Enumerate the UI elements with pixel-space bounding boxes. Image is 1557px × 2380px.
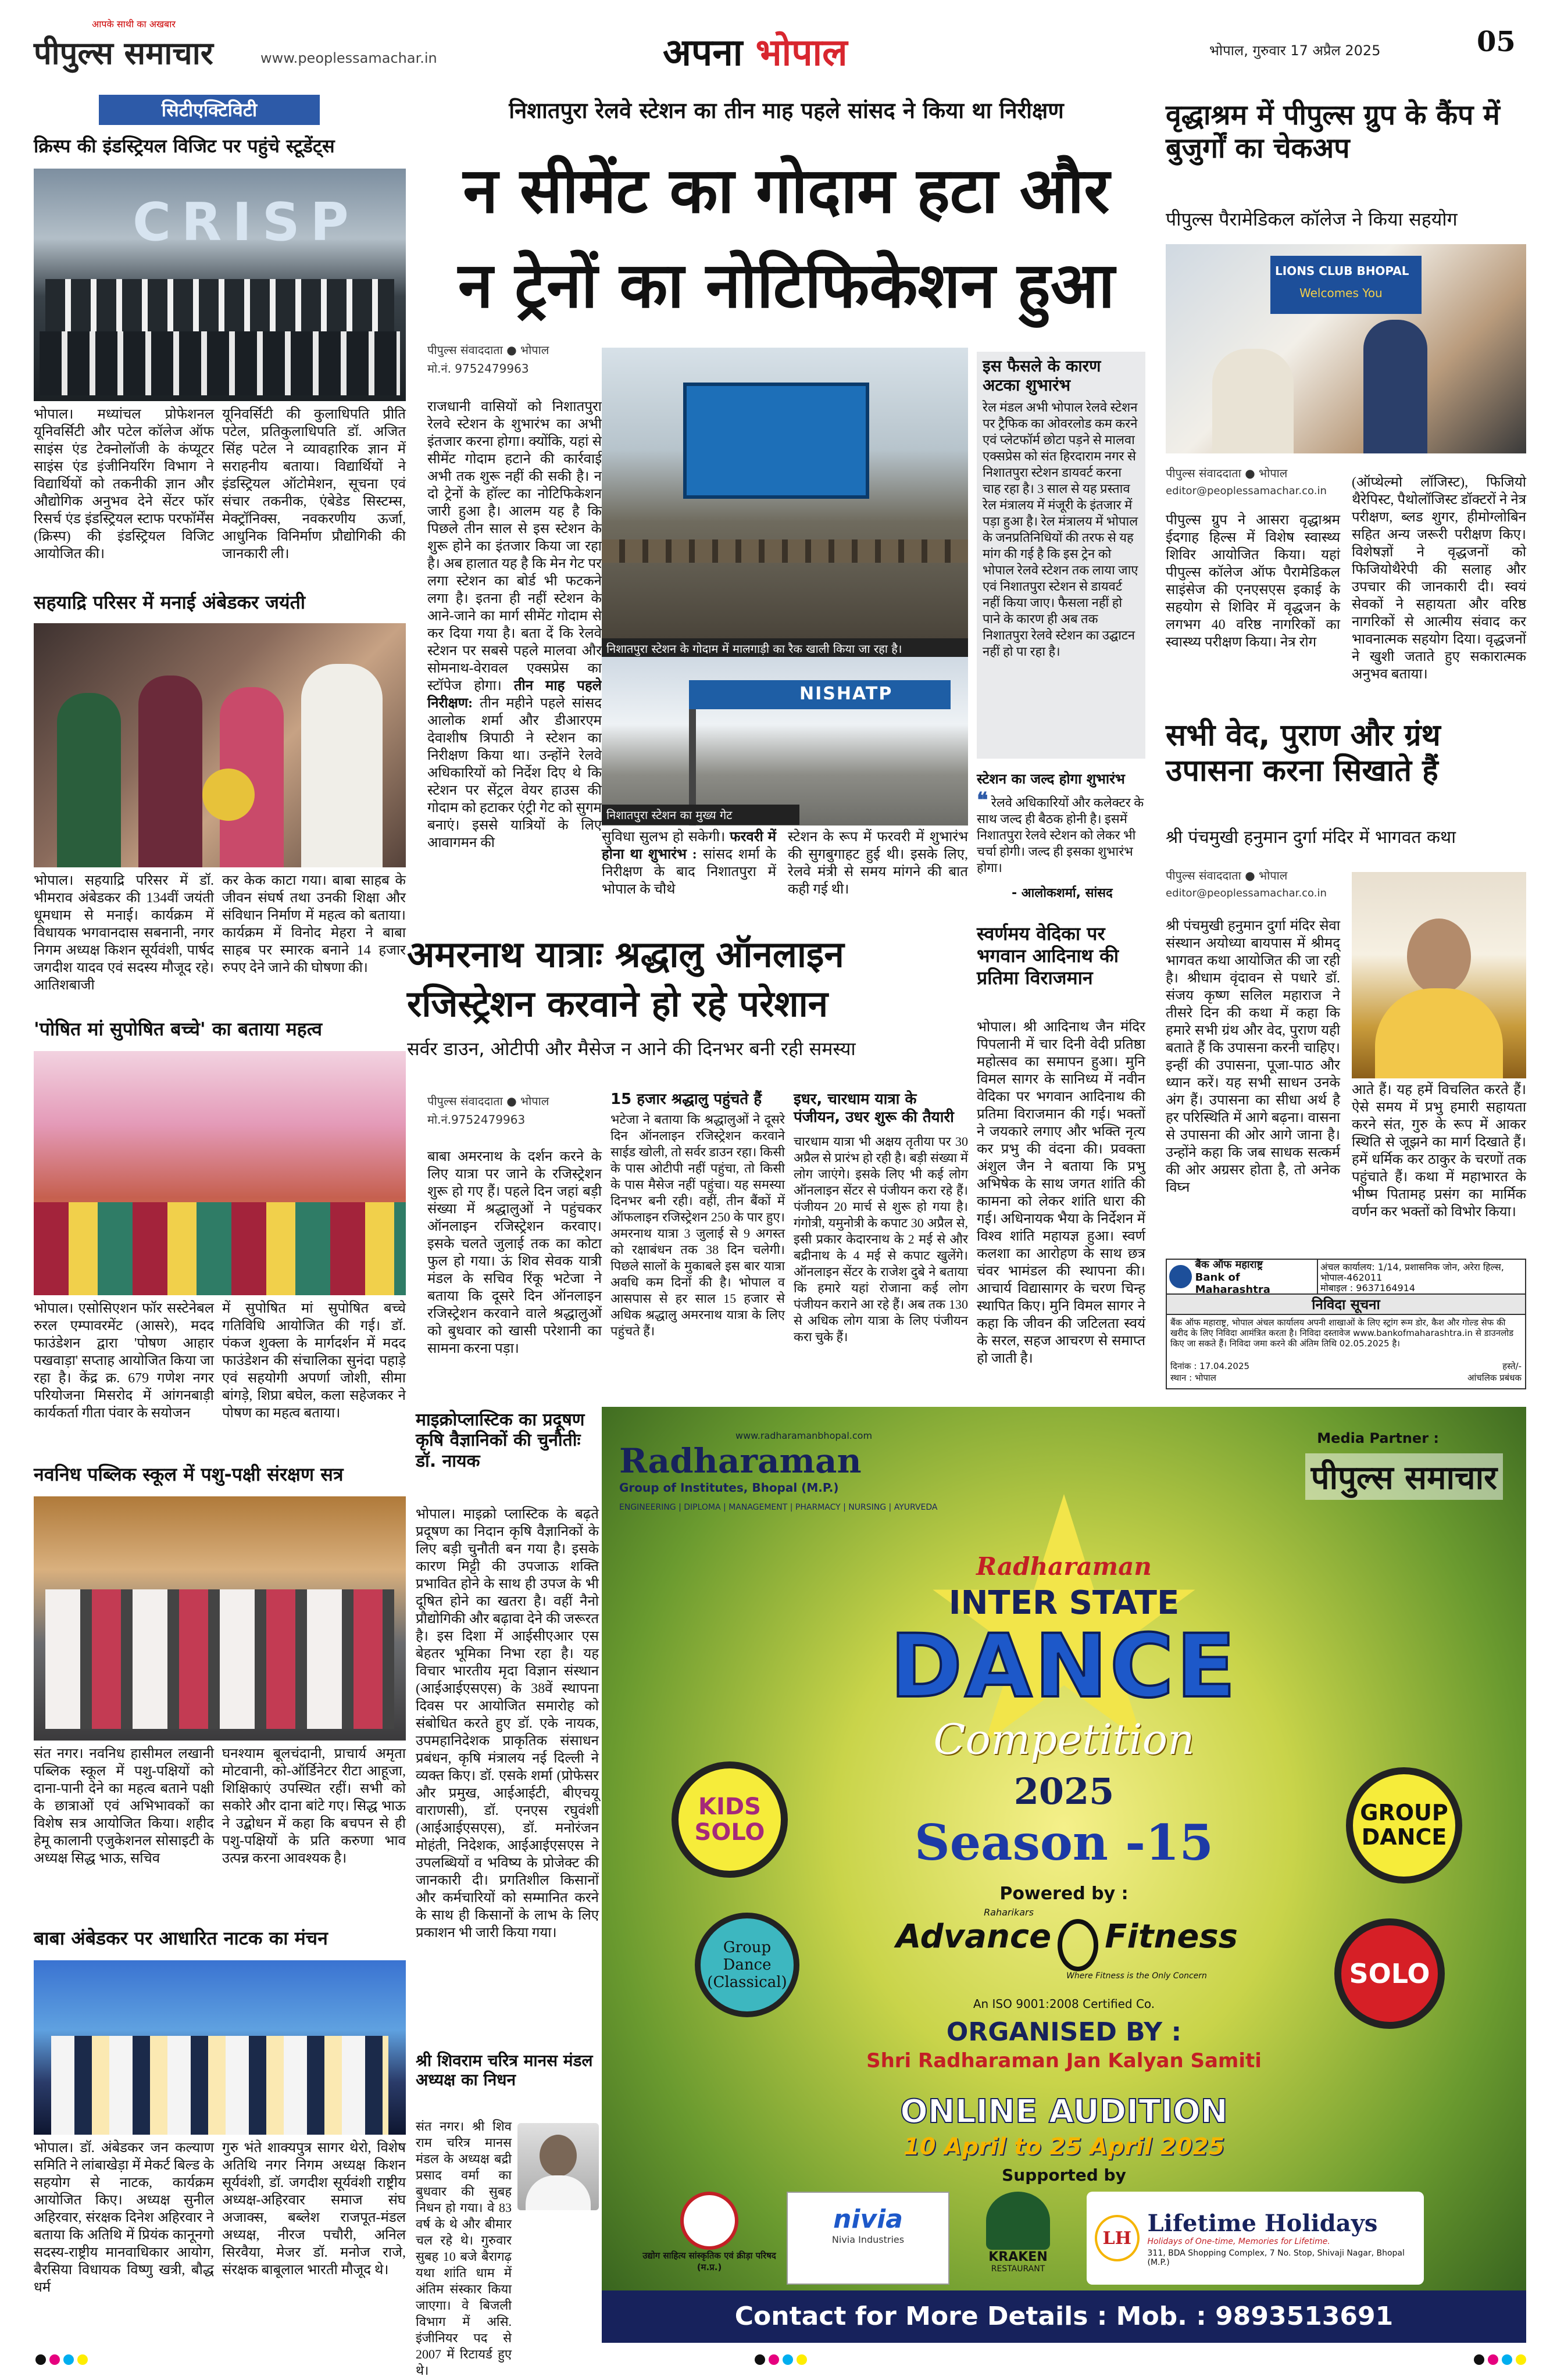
ad-supporters	[642, 2189, 1485, 2288]
ad-audition-label: ONLINE AUDITION	[900, 2093, 1228, 2131]
bank-office: अंचल कार्यालय: 1/14, प्रशासनिक जोन, अरेरा हिल्स, भोपाल-462011	[1320, 1262, 1504, 1283]
supporter-3	[960, 2192, 1076, 2285]
lead-mobile: मो.नं. 9752479963	[427, 362, 529, 376]
ambedkar-col1: भोपाल। सहयाद्रि परिसर में डॉ. भीमराव अंबेडकर की 134वीं जयंती धूमधाम से मनाई। कार्यक्रम में विधायक भगवानदास सबनानी, नगर निगम अध्यक्ष किशन सूर्यवंशी, पार्षद जगदीश यादव एवं सदस्य मौजूद रहे। आतिशबाजी	[34, 873, 214, 993]
lead-headline-line2: न ट्रेनों का नोटिफिकेशन हुआ	[458, 249, 1115, 322]
lead-col1-text: राजधानी वासियों को निशातपुरा रेलवे स्टेशन के शुभारंभ का अभी इंतजार करना होगा। क्योंकि, यहां से सीमेंट गोदाम हटाने की कार्रवाई अभी तक शुरू नहीं की सकी है। न दो ट्रेनों के हॉल्ट का नोटिफिकेशन जारी हुआ है। आलम यह है कि पिछले तीन साल से इस स्टेशन के शुरू होने का इंतजार किया जा रहा है। अब हालात यह है कि मेन गेट पर लगा स्टेशन का बोर्ड भी फटकने लगा है। इतना ही नहीं स्टेशन के आने-जाने का मार्ग सीमेंट गोदाम से कर दिया गया है। बता दें कि रेलवे स्टेशन पर सबसे पहले मालवा और सोमनाथ-वेरावल एक्सप्रेस का स्टॉपेज होगा।	[427, 399, 602, 694]
lead-col2b-text: सांसद शर्मा के निरीक्षण के बाद निशातपुरा में भोपाल के चौथे	[602, 847, 776, 897]
nutrition-photo	[34, 1051, 406, 1295]
chardham-head: इधर, चारधाम यात्रा के पंजीयन, उधर शुरू की तैयारी	[794, 1091, 954, 1126]
amarnath-col1: बाबा अमरनाथ के दर्शन करने के लिए यात्रा पर जाने के रजिस्ट्रेशन शुरू हो गए हैं। पहले दिन जहां बड़ी संख्या में श्रद्धालुओं ने पहुंचकर ऑनलाइन रजिस्ट्रेशन करवाए। इसके चलते जुलाई तक का कोटा फुल हो गया। ऊं शिव सेवक यात्री मंडल के सचिव रिंकू भटेजा ने बताया कि दूसरे दिन ऑनलाइन रजिस्ट्रेशन करवाने वाले श्रद्धालुओं को बुधवार को खासी परेशानी का सामना करना पड़ा।	[427, 1149, 602, 1356]
notice-sign-role: आंचलिक प्रबंधक	[1467, 1373, 1522, 1383]
ad-powered-small: Raharikars	[984, 1907, 1034, 1918]
bhagwat-photo	[1352, 872, 1526, 1078]
crisp-sign: CRISP	[133, 192, 359, 253]
badge-kids-solo: KIDS SOLO	[672, 1761, 788, 1878]
ad-title-2: DANCE	[890, 1616, 1238, 1717]
bhagwat-col2: आते हैं। यह हमें विचलित करते हैं। ऐसे समय में प्रभु हमारी सहायता करने संत, गुरु के रूप में आकर स्थिति से जूझने का मार्ग दिखाते हैं। हमें धर्मिक कर ठाकुर के चरणों तक पहुंचाते हैं। कथा में महाभारत के भीष्म पितामह प्रसंग का मार्मिक वर्णन कर भक्तों को विभोर किया।	[1352, 1082, 1526, 1220]
lead-col2	[602, 828, 776, 898]
adinath-headline: स्वर्णमय वेदिका पर भगवान आदिनाथ की प्रतिमा विराजमान	[977, 923, 1119, 989]
ad-iso: An ISO 9001:2008 Certified Co.	[973, 1997, 1155, 2011]
lead-col1b-text: तीन महीने पहले सांसद आलोक शर्मा और डीआरएम देवाशीष त्रिपाठी ने स्टेशन का निरीक्षण किया था। उन्होंने रेलवे अधिकारियों को निर्देश दिए थे कि स्टेशन पर सेंट्रल वेयर हाउस की गोदाम को हटाकर एंट्री गेट को सुगम बनाएं। इससे यात्रियों के लिए आवागमन की	[427, 696, 602, 850]
lead-sidebar	[977, 352, 1145, 759]
drama-col2: गुरु भंते शाक्यपुत्र सागर थेरो, विशेष अतिथि नगर निगम अध्यक्ष किशन सूर्यवंशी, डॉ. जगदीश सूर्यवंशी राष्ट्रीय अध्यक्ष-अहिरवार समाज संघ अजाक्स, बब्लेश राजपूत-मंडल अध्यक्ष, नीरज पचौरी, अनिल सिरवैया, मेजर डॉ. मनोज राजे, संरक्षक बाबूलाल भारती मौजूद थे।	[222, 2140, 406, 2278]
obit-body: संत नगर। श्री शिव राम चरित्र मानस मंडल के अध्यक्ष बद्री प्रसाद वर्मा का बुधवार की सुबह निधन हो गया। वे 83 वर्ष के थे और बीमार चल रहे थे। गुरुवार सुबह 10 बजे बैरागढ़ यथा शांति धाम में अंतिम संस्कार किया जाएगा। वे बिजली विभाग में असि. इंजीनियर पद से 2007 में रिटायर्ड हुए थे।	[416, 2119, 512, 2378]
ad-powered-label: Powered by :	[999, 1884, 1129, 1904]
amarnath-headline-1: अमरनाथ यात्राः श्रद्धालु ऑनलाइन	[407, 933, 844, 975]
ad-media-name: पीपुल्स समाचार	[1305, 1453, 1503, 1500]
lead-sidebar-text: रेल मंडल अभी भोपाल रेलवे स्टेशन पर ट्रैफिक का ओवरलोड कम करने एवं प्लेटफॉर्म छोटा पड़ने से मालवा एक्सप्रेस को संत हिरदाराम नगर से निशातपुरा स्टेशन डायवर्ट करना चाह रहा है। 3 साल से यह प्रस्ताव रेल मंत्रालय में मंजूरी के इंतजार में पड़ा हुआ है। रेल मंत्रालय में भोपाल के जनप्रतिनिधियों की तरफ से यह मांग की गई है कि इस ट्रेन को भोपाल रेलवे स्टेशन तक लाया जाए एवं निशातपुरा स्टेशन से डायवर्ट नहीं किया जाए। फैसला नहीं हो पाने के कारण ही अब तक निशातपुरा रेलवे स्टेशन का उद्घाटन नहीं हो पा रहा है।	[983, 400, 1138, 659]
ad-title-3: Competition	[933, 1715, 1195, 1764]
ambedkar-col2: कर केक काटा गया। बाबा साहब के जीवन संघर्ष तथा उनकी शिक्षा और संविधान निर्माण में महत्व को बताया। कार्यक्रम में विनोद मेहरा ने बाबा साहब पर स्मारक बनाने 14 हजार रुपए देने जाने की घोषणा की।	[222, 873, 406, 975]
ad-sponsor-sub: Group of Institutes, Bhopal (M.P.)	[619, 1481, 839, 1495]
crisp-photo	[34, 169, 406, 401]
bhagwat-deck: श्री पंचमुखी हनुमान दुर्गा मंदिर में भागवत कथा	[1166, 827, 1456, 848]
camp-col2: (ऑप्थेल्मो लॉजिस्ट), फिजियो थैरेपिस्ट, पैथोलॉजिस्ट डॉक्टरों ने नेत्र परीक्षण, ब्लड शुगर, हीमोग्लोबिन सहित अन्य जरूरी परीक्षण किए। विशेषज्ञों ने वृद्धजनों को फिजियोथैरेपी की सलाह और उपचार की जानकारी दी। स्वयं सेवकों ने सहायता और वरिष्ठ नागरिकों से आत्मीय संवाद कर भावनात्मक सहयोग दिया। वृद्धजनों ने खुशी जताते हुए सकारात्मक अनुभव बताया।	[1352, 475, 1526, 682]
lead-caption-1: निशातपुरा स्टेशन के गोदाम में मालगाड़ी का रैक खाली किया जा रहा है।	[602, 638, 968, 659]
ad-powered-sub: Where Fitness is the Only Concern	[1066, 1971, 1207, 1981]
lead-quote	[977, 788, 1145, 876]
amarnath-deck: सर्वर डाउन, ओटीपी और मैसेज न आने की दिनभर बनी रही समस्या	[407, 1038, 856, 1060]
nutrition-col1: भोपाल। एसोसिएशन फॉर सस्टेनेबल रुरल एम्पावरमेंट (आसरे), मदद फाउंडेशन द्वारा 'पोषण आहार पखवाड़ा' सप्ताह आयोजित किया जा रहा है। केंद्र क्र. 679 गणेश नगर परियोजना मिसरोद में आंगनबाड़ी कार्यकर्ता गीता पंवार के सयोजन	[34, 1301, 214, 1421]
ad-season: Season -15	[915, 1814, 1213, 1871]
school-col1: संत नगर। नवनिध हासीमल लखानी पब्लिक स्कूल में पशु-पक्षियों को दाना-पानी देने का महत्व बताने पक्षी के छात्राओं एवं अभिभावकों का विशेष सत्र आयोजित किया। शहीद हेमू कालानी एजुकेशनल सोसाइटी के अध्यक्ष सिद्ध भाऊ, सचिव	[34, 1746, 214, 1866]
station-board: NISHATP	[799, 684, 893, 704]
supporter-4-tagline: Holidays of One-time, Memories for Lifetime.	[1147, 2236, 1330, 2246]
masthead-tagline: आपके साथी का अखबार	[92, 19, 176, 30]
badge-solo: SOLO	[1334, 1918, 1445, 2029]
lead-quote-text: रेलवे अधिकारियों और कलेक्टर के साथ जल्द ही बैठक होनी है। इसमें निशातपुरा रेलवे स्टेशन को लेकर भी चर्चा होगी। जल्द ही इसका शुभारंभ होगा।	[977, 795, 1144, 875]
camp-byline: पीपुल्स संवाददाता ● भोपाल	[1166, 466, 1288, 480]
camp-photo	[1166, 244, 1526, 453]
badge-group-dance: GROUP DANCE	[1346, 1767, 1462, 1884]
drama-headline: बाबा अंबेडकर पर आधारित नाटक का मंचन	[34, 1927, 328, 1949]
crisp-col2: यूनिवर्सिटी की कुलाधिपति प्रीति पटेल, प्रतिकुलाधिपति डॉ. अजित सिंह पटेल ने व्यावहारिक ज्ञान में सराहनीय बताया। विद्यार्थियों ने इंडस्ट्रियल ऑटोमेशन, सूचना एवं संचार तकनीक, एंबेडेड सिस्टम्स, मेक्ट्रॉनिक्स, नवकरणीय ऊर्जा, आधुनिक विनिर्माण प्रौद्योगिकी की जानकारी ली।	[222, 407, 406, 562]
section-title-b: भोपाल	[755, 31, 848, 74]
bank-logo-icon	[1169, 1265, 1192, 1288]
camp-email: editor@peoplessamachar.co.in	[1166, 485, 1327, 497]
chardham-col: चारधाम यात्रा भी अक्षय तृतीया पर 30 अप्रैल से प्रारंभ हो रही है। बड़ी संख्या में लोग जाएंगे। इसके लिए भी कई लोग ऑनलाइन सेंटर से पंजीयन करा रहे हैं। पंजीयन 20 मार्च से शुरू हो गया है। गंगोत्री, यमुनोत्री के कपाट 30 अप्रैल से, इसी प्रकार केदारनाथ के 2 मई से और बद्रीनाथ के 4 मई से कपाट खुलेंगे। ऑनलाइन सेंटर के राजेश दुबे ने बताया कि हमारे यहां रोजाना कई लोग पंजीयन कराने आ रहे हैं। अब तक 130 से अधिक लोग यात्रा के लिए पंजीयन करा चुके हैं।	[794, 1134, 968, 1344]
camp-banner-2: Welcomes You	[1299, 286, 1383, 300]
masthead-logo	[34, 17, 255, 76]
tender-notice	[1166, 1259, 1526, 1389]
crisp-col1: भोपाल। मध्यांचल प्रोफेशनल यूनिवर्सिटी और पटेल कॉलेज ऑफ साइंस एंड टेक्नोलॉजी के कंप्यूटर साइंस एंड इंजीनियरिंग विभाग ने विद्यार्थियों को तकनीकी ज्ञान और औद्योगिक अनुभव देने सेंटर फॉर रिसर्च एंड इंडस्ट्रियल स्टाफ परफॉर्मेंस (क्रिस्प) की इंडस्ट्रियल विजिट आयोजित की।	[34, 407, 214, 562]
fitness-figure-icon	[1058, 1919, 1098, 1971]
supporter-3-name: KRAKEN	[988, 2250, 1048, 2264]
lead-col2-text: सुविधा सुलभ हो सकेगी।	[602, 830, 726, 845]
masthead-url[interactable]: www.peoplessamachar.in	[260, 50, 437, 66]
nutrition-col2: में सुपोषित मां सुपोषित बच्चे गतिविधि आयोजित की गई। डॉ. पंकज शुक्ला के मार्गदर्शन में मदद फाउंडेशन की संचालिका सुनंदा पहाड़े एवं सहयोगी अपर्णा जोशी, सीमा बांगड़े, शिप्रा बघेल, कला सहेजकर ने पोषण का महत्व बताया।	[222, 1301, 406, 1421]
amarnath-byline: पीपुल्स संवाददाता ● भोपाल	[427, 1094, 549, 1108]
ad-powered-2: Fitness	[1105, 1918, 1238, 1956]
lead-byline: पीपुल्स संवाददाता ● भोपाल	[427, 343, 549, 357]
badge-group-classical: Group Dance (Classical)	[695, 1913, 799, 2017]
ad-org-label: ORGANISED BY :	[946, 2017, 1182, 2047]
ad-sponsor-tags: ENGINEERING | DIPLOMA | MANAGEMENT | PHARMACY | NURSING | AYURVEDA	[619, 1503, 938, 1512]
obit-headline: श्री शिवराम चरित्र मानस मंडल अध्यक्ष का निधन	[416, 2051, 593, 2090]
supporter-3-sub: RESTAURANT	[991, 2264, 1045, 2274]
amarnath-mobile: मो.नं.9752479963	[427, 1113, 526, 1127]
ad-year: 2025	[1013, 1770, 1115, 1813]
supporter-4	[1087, 2192, 1424, 2285]
supporter-1-name: उद्योग साहित्य सांस्कृतिक एवं क्रीड़ा परिषद (म.प्र.)	[642, 2250, 776, 2272]
lead-col3: स्टेशन के रूप में फरवरी में शुभारंभ की सुगबुगाहट हुई थी। इसके लिए, रेलवे मंत्री से समय मांगने की बात कही गई थी।	[788, 830, 968, 897]
drama-col1: भोपाल। डॉ. अंबेडकर जन कल्याण समिति ने लांबाखेड़ा में मेकर्ट बिल्ड के सहयोग से नाटक, कार्यक्रम आयोजित किए। अध्यक्ष सुनील अहिरवार, संरक्षक दिनेश अहिरवार ने बताया कि अतिथि में प्रियंक कानूनगो सदस्य-राष्ट्रीय मानवाधिकार आयोग, बैरसिया विधायक विष्णु खत्री, बौद्ध धर्म	[34, 2140, 214, 2295]
lead-col1	[427, 398, 602, 852]
lead-col1b-head: तीन माह पहले निरीक्षण:	[427, 678, 602, 711]
lead-col2b-head: फरवरी में होना था शुभारंभ :	[602, 830, 776, 862]
lead-photo-goods-rake	[602, 348, 968, 638]
ad-sponsor-url[interactable]: www.radharamanbhopal.com	[735, 1430, 873, 1441]
lead-quote-by: - आलोकशर्मा, सांसद	[1012, 886, 1113, 900]
ad-org: Shri Radharaman Jan Kalyan Samiti	[866, 2049, 1262, 2072]
ad-powered-logo	[892, 1907, 1241, 1994]
supporter-4-address: 311, BDA Shopping Complex, 7 No. Stop, Shivaji Nagar, Bhopal (M.P.)	[1147, 2248, 1405, 2267]
page-number: 05	[1477, 26, 1516, 58]
ad-audition-dates: 10 April to 25 April 2025	[903, 2134, 1225, 2160]
nutrition-headline: 'पोषित मां सुपोषित बच्चे' का बताया महत्व	[34, 1018, 323, 1040]
drama-photo	[34, 1960, 406, 2135]
bhagwat-byline: पीपुल्स संवाददाता ● भोपाल	[1166, 869, 1288, 882]
lead-kicker: निशातपुरा रेलवे स्टेशन का तीन माह पहले सांसद ने किया था निरीक्षण	[509, 98, 1064, 123]
adinath-body: भोपाल। श्री आदिनाथ जैन मंदिर पिपलानी में चार दिनी वेदी प्रतिष्ठा महोत्सव का समापन हुआ। मुनि विमल सागर के सानिध्य में नवीन वेदिका पर भगवान आदिनाथ की प्रतिमा विराजमान की गई। भक्तों ने जयकारे लगाए और भक्ति नृत्य कर प्रभु की वंदना की। प्रवक्ता अंशुल जैन ने बताया कि प्रभु अभिषेक के साथ जगत शांति की कामना को लेकर शांति धारा की गई। अधिनायक भैया के निर्देशन में विश्व शांति महायज्ञ हुआ। स्वर्ण कलशा का आरोहण के साथ छत्र चंवर भामंडल की स्थापना की। आचार्य विद्यासागर के चरण चिन्ह स्थापित किए। मुनि विमल सागर ने कहा कि जीवन की जटिलता स्वयं के सरल, सहज आचरण से समाप्त हो जाती है।	[977, 1020, 1145, 1366]
lead-photo-main-gate	[602, 657, 968, 826]
bhagwat-email: editor@peoplessamachar.co.in	[1166, 887, 1327, 899]
lead-sidebar-head: इस फैसले के कारण अटका शुभारंभ	[983, 356, 1101, 395]
kraken-logo-icon	[986, 2192, 1050, 2250]
notice-sign: हस्ते/-	[1502, 1361, 1522, 1371]
camp-col1: पीपुल्स ग्रुप ने आसरा वृद्धाश्रम ईदगाह हिल्स में विशेष स्वास्थ्य शिविर आयोजित किया। यहां पीपुल्स कॉलेज ऑफ पैरामेडिकल साइंसेज की एनएसएस इकाई के सहयोग से शिविर में वृद्धजन के लगभग 40 वरिष्ठ नागरिकों का स्वास्थ्य परीक्षण किया। नेत्र रोग	[1166, 513, 1340, 650]
supporter-2	[787, 2192, 949, 2285]
dance-ad	[602, 1407, 1526, 2343]
obit-photo	[517, 2123, 599, 2210]
microplastic-body: भोपाल। माइक्रो प्लास्टिक के बढ़ते प्रदूषण का निदान कृषि वैज्ञानिकों के लिए बड़ी चुनौती बन गया है। इसके कारण मिट्टी की उपजाऊ शक्ति प्रभावित होने के साथ ही उपज के भी दूषित होने का खतरा है। वहीं नैनो प्रौद्योगिकी और बढ़ावा देने की जरूरत है। इस दिशा में आईसीएआर एस बेहतर भूमिका निभा रहा है। यह विचार भारतीय मृदा विज्ञान संस्थान (आईआईएसएस) के 38वें स्थापना दिवस पर आयोजित समारोह को संबोधित करते हुए डॉ. एके नायक, उपमहानिदेशक प्राकृतिक संसाधन प्रबंधन, कृषि मंत्रालय नई दिल्ली ने व्यक्त किए। डॉ. एसके शर्मा (प्रोफेसर और प्रमुख, आईआईटी, बीएचयू वाराणसी), डॉ. एनएस रघुवंशी (आईआईएसएस), डॉ. मनोरंजन मोहंती, निदेशक, आईआईएसएस ने उपलब्धियों व भविष्य के प्रोजेक्ट की जानकारी दी। प्रगतिशील किसानों और कर्मचारियों को सम्मानित करने के साथ ही किसानों के लाभ के लिए प्रकाशन भी जारी किया गया।	[416, 1507, 599, 1941]
ad-sponsor	[619, 1430, 991, 1546]
camp-headline: वृद्धाश्रम में पीपुल्स ग्रुप के कैंप में बुजुर्गों का चेकअप	[1166, 99, 1500, 165]
section-title	[663, 26, 848, 76]
notice-text: बैंक ऑफ महाराष्ट्र, भोपाल अंचल कार्यालय अपनी शाखाओं के लिए स्ट्रांग रूम डोर, कैश और गोल्ड सेफ की खरीद के लिए निविदा आमंत्रित करता है। निविदा दस्तावेज www.bankofmaharashtra.in से डाउनलोड किए जा सकते हैं। निविदा जमा करने की अंतिम तिथि 02.05.2025 है।	[1170, 1317, 1514, 1349]
amarnath-col2: भटेजा ने बताया कि श्रद्धालुओं ने दूसरे दिन ऑनलाइन रजिस्ट्रेशन करवाने साईड खोली, तो सर्वर डाउन रहा। किसी के पास ओटीपी नहीं पहुंचा, तो किसी के पास मैसेज नहीं पहुंचा। यह समस्या दिनभर बनी रही। वहीं, तीन बैंकों में ऑफलाइन रजिस्ट्रेशन 250 के पार हुए। अमरनाथ यात्रा 3 जुलाई से 9 अगस्त को रक्षाबंधन तक 38 दिन चलेगी। पिछले सालों के मुकाबले इस बार यात्रा अवधि कम दिनों की है। भोपाल व आसपास से हर साल 15 हजार से अधिक श्रद्धालु अमरनाथ यात्रा के लिए पहुंचते हैं।	[610, 1112, 785, 1338]
ad-contact-bar[interactable]: Contact for More Details : Mob. : 9893513691	[602, 2290, 1526, 2343]
microplastic-headline: माइक्रोप्लास्टिक का प्रदूषण कृषि वैज्ञानिकों की चुनौतीः डॉ. नायक	[416, 1410, 585, 1471]
school-headline: नवनिध पब्लिक स्कूल में पशु-पक्षी संरक्षण सत्र	[34, 1463, 344, 1485]
bank-name-hi: बैंक ऑफ महाराष्ट्र	[1195, 1259, 1263, 1271]
camp-deck: पीपुल्स पैरामेडिकल कॉलेज ने किया सहयोग	[1166, 208, 1458, 230]
ambedkar-headline: सहयाद्रि परिसर में मनाई अंबेडकर जयंती	[34, 591, 306, 613]
bank-name-en: Bank of Maharashtra	[1195, 1271, 1270, 1296]
amarnath-col2-head: 15 हजार श्रद्धालु पहुंचते हैं	[610, 1091, 762, 1108]
bhagwat-col1: श्री पंचमुखी हनुमान दुर्गा मंदिर सेवा संस्थान अयोध्या बायपास में श्रीमद् भागवत कथा आयोजित की जा रही है। श्रीधाम वृंदावन से पधारे डॉ. संजय कृष्ण सलिल महाराज ने तीसरे दिन की कथा में कहा कि हमारे सभी ग्रंथ और वेद, पुराण यही बताते हैं कि उपासना करनी चाहिए। इन्हीं की उपासना, पूजा-पाठ और ध्यान करें। यह सभी साधन उनके अंग हैं। उपासना का सीधा अर्थ है हर परिस्थिति में आगे बढ़ना। वासना से उपासना की ओर आगे जाना है। उन्होंने कहा कि जब साधक सत्कर्म की ओर अग्रसर होता है, तो अनेक विघ्न	[1166, 919, 1340, 1195]
ambedkar-photo	[34, 623, 406, 867]
lh-logo-icon: LH	[1095, 2215, 1140, 2261]
dateline: भोपाल, गुरुवार 17 अप्रैल 2025	[1209, 42, 1381, 59]
print-registration-marks	[34, 2354, 1528, 2367]
supporter-1	[642, 2192, 776, 2285]
masthead-name: पीपुल्स समाचार	[34, 34, 213, 72]
section-kicker: सिटीएक्टिविटी	[99, 95, 320, 125]
supporter-2-sub: Nivia Industries	[831, 2234, 905, 2245]
ad-powered-1: Advance	[896, 1918, 1052, 1956]
ad-media-label: Media Partner :	[1317, 1430, 1439, 1446]
notice-date: दिनांक : 17.04.2025	[1170, 1361, 1250, 1371]
notice-place: स्थान : भोपाल	[1170, 1373, 1216, 1383]
bhagwat-headline: सभी वेद, पुराण और ग्रंथ उपासना करना सिखाते हैं	[1166, 718, 1441, 789]
supporter-2-name: nivia	[833, 2204, 903, 2234]
supporter-1-logo-icon	[680, 2192, 738, 2250]
school-photo	[34, 1496, 406, 1741]
ad-title-1: INTER STATE	[948, 1584, 1180, 1622]
ad-sponsor-name: Radharaman	[619, 1441, 862, 1481]
amarnath-headline-2: रजिस्ट्रेशन करवाने हो रहे परेशान	[407, 982, 829, 1025]
lead-caption-2: निशातपुरा स्टेशन का मुख्य गेट	[602, 805, 799, 825]
supporter-4-name: Lifetime Holidays	[1147, 2209, 1378, 2237]
lead-headline-line1: न सीमेंट का गोदाम हटा और	[463, 155, 1110, 227]
quote-mark-icon: ❝	[977, 788, 988, 812]
section-title-a: अपना	[663, 31, 743, 74]
camp-banner: LIONS CLUB BHOPAL	[1275, 264, 1409, 278]
bank-phone: मोबाइल : 9637164914	[1320, 1282, 1416, 1293]
ad-supported-label: Supported by	[1002, 2165, 1126, 2185]
ad-title-small: Radharaman	[976, 1552, 1152, 1581]
lead-quote-head: स्टेशन का जल्द होगा शुभारंभ	[977, 771, 1125, 787]
notice-head: निविदा सूचना	[1167, 1295, 1525, 1315]
crisp-headline: क्रिस्प की इंडस्ट्रियल विजिट पर पहुंचे स्टूडेंट्स	[34, 135, 335, 157]
school-col2: घनश्याम बूलचंदानी, प्राचार्य अमृता मोटवानी, को-ऑर्डिनेटर रीटा आहूजा, शिक्षिकाएं उपस्थित रहीं। सभी को सकोरे और दाना बांटे गए। सिद्ध भाऊ ने उद्बोधन में कहा कि बचपन से ही पशु-पक्षियों के प्रति करुणा भाव उत्पन्न करना आवश्यक है।	[222, 1746, 406, 1866]
